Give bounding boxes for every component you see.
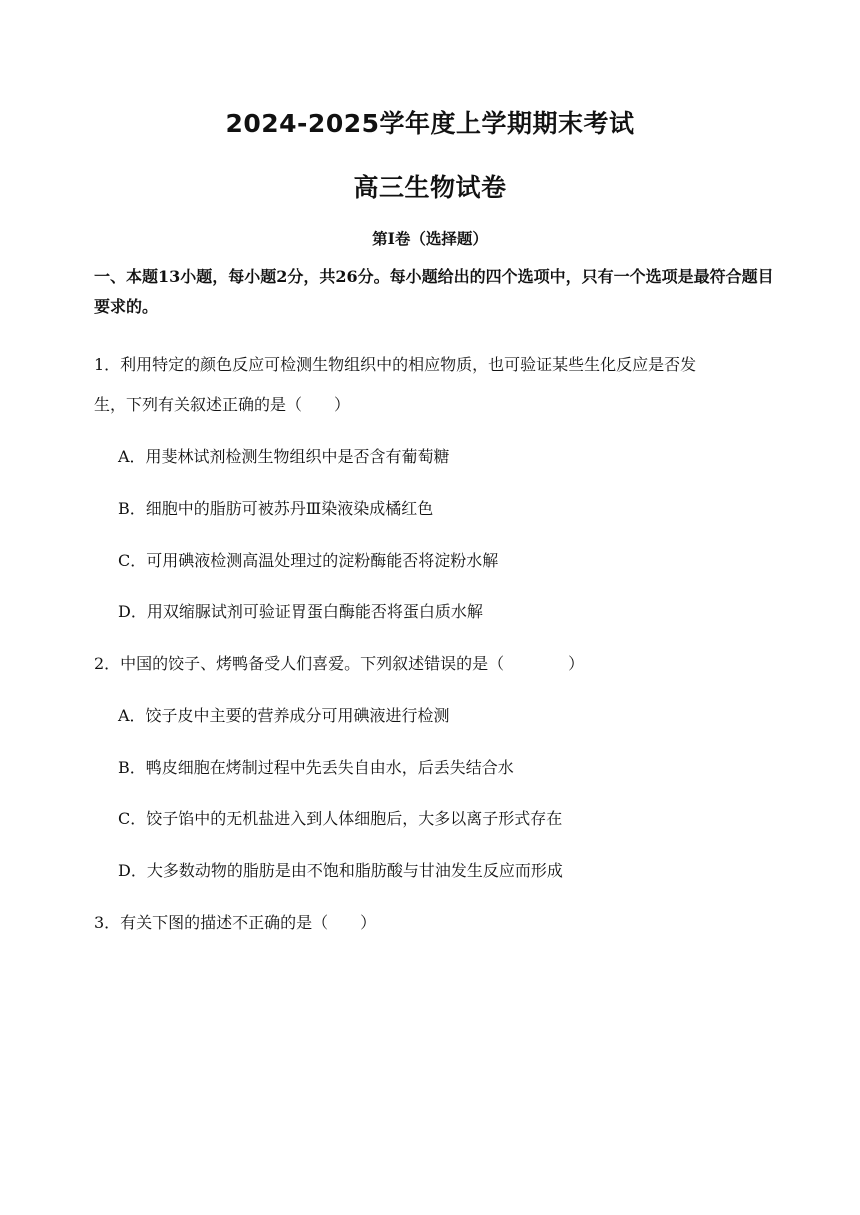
question-3-stem: 3．有关下图的描述不正确的是（ ） [94, 913, 377, 932]
exam-title: 2024-2025学年度上学期期末考试 [225, 109, 635, 138]
section-title: 第Ⅰ卷（选择题） [372, 229, 488, 248]
question-2-option-b: B．鸭皮细胞在烤制过程中先丢失自由水，后丢失结合水 [118, 758, 514, 777]
question-1-stem-line-1: 1．利用特定的颜色反应可检测生物组织中的相应物质，也可验证某些生化反应是否发 [94, 355, 697, 374]
question-2-option-a: A．饺子皮中主要的营养成分可用碘液进行检测 [118, 706, 450, 725]
section-instruction: 一、本题13小题，每小题2分，共26分。每小题给出的四个选项中，只有一个选项是最符合题目要求的。 [94, 267, 774, 316]
question-1-option-a: A．用斐林试剂检测生物组织中是否含有葡萄糖 [118, 447, 450, 466]
question-1-stem-line-2: 生，下列有关叙述正确的是（ ） [94, 395, 351, 414]
question-1-option-b: B．细胞中的脂肪可被苏丹Ⅲ染液染成橘红色 [118, 499, 434, 518]
question-2-stem: 2．中国的饺子、烤鸭备受人们喜爱。下列叙述错误的是（ ） [94, 654, 585, 673]
question-2-option-c: C．饺子馅中的无机盐进入到人体细胞后，大多以离子形式存在 [118, 809, 563, 828]
question-2-option-d: D．大多数动物的脂肪是由不饱和脂肪酸与甘油发生反应而形成 [118, 861, 563, 880]
question-1-option-c: C．可用碘液检测高温处理过的淀粉酶能否将淀粉水解 [118, 551, 499, 570]
question-1-option-d: D．用双缩脲试剂可验证胃蛋白酶能否将蛋白质水解 [118, 602, 483, 621]
exam-subtitle: 高三生物试卷 [353, 173, 507, 202]
